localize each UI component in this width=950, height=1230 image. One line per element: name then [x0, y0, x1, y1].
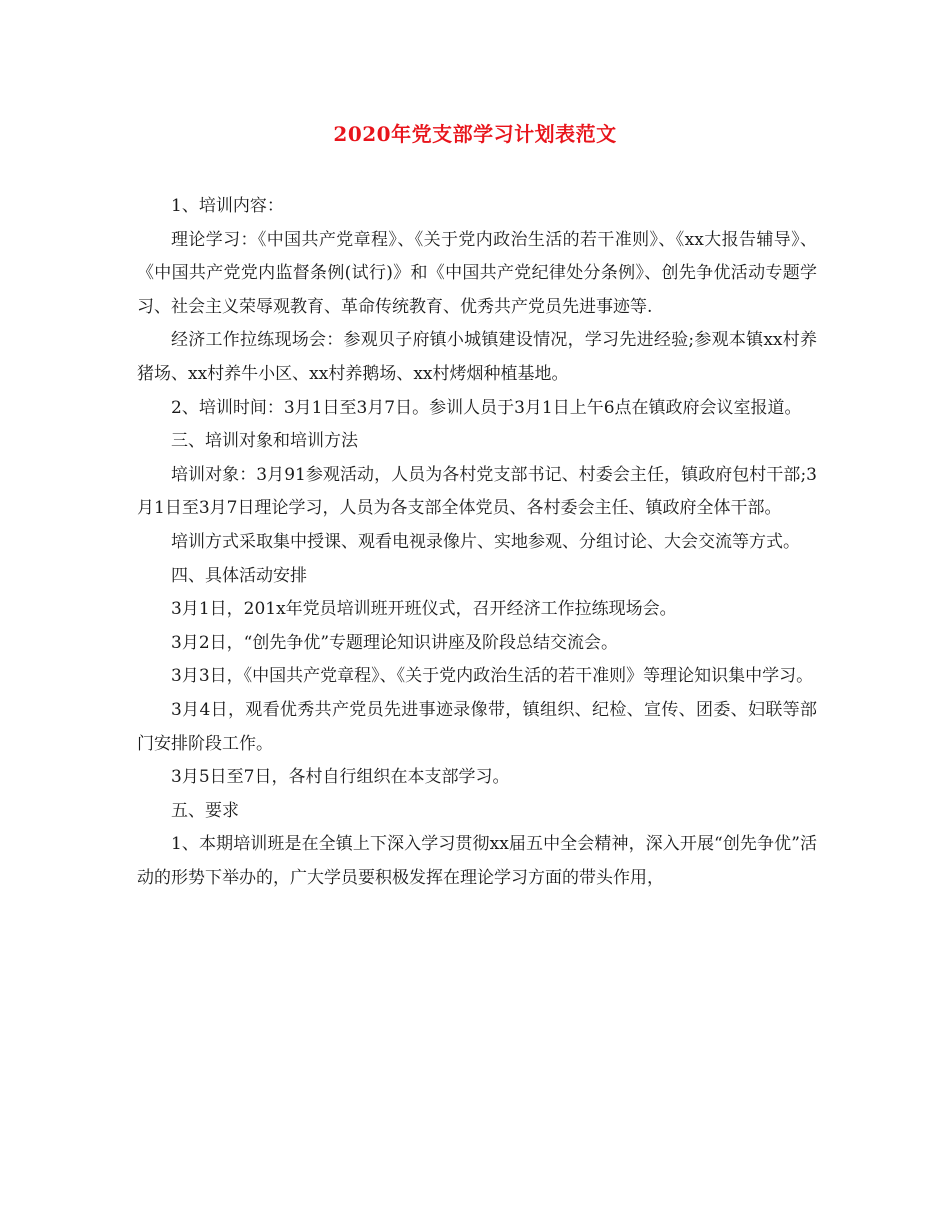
schedule-item-day3: 3月3日，《中国共产党章程》、《关于党内政治生活的若干准则》等理论知识集中学习。	[171, 666, 814, 687]
document-body	[137, 190, 817, 895]
paragraph-theory-study: 理论学习：《中国共产党章程》、《关于党内政治生活的若干准则》、《xx大报告辅导》、《中国共产党党内监督条例(试行)》和《中国共产党纪律处分条例》、创先争优活动专题学习、社会主义荣辱观教育、革命传统教育、优秀共产党员先进事迹等.	[137, 229, 817, 317]
paragraph-training-methods: 培训方式采取集中授课、观看电视录像片、实地参观、分组讨论、大会交流等方式。	[171, 531, 800, 552]
section-heading-content: 1、培训内容：	[171, 196, 284, 216]
schedule-item-day5-7: 3月5日至7日，各村自行组织在本支部学习。	[171, 767, 510, 788]
document-title: 2020年党支部学习计划表范文	[333, 122, 617, 146]
schedule-item-day2: 3月2日，“创先争优”专题理论知识讲座及阶段总结交流会。	[171, 632, 619, 653]
paragraph-training-targets: 培训对象：3月91参观活动，人员为各村党支部书记、村委会主任，镇政府包村干部;3月1日至3月7日理论学习，人员为各支部全体党员、各村委会主任、镇政府全体干部。	[137, 464, 817, 519]
paragraph-field-meeting: 经济工作拉练现场会：参观贝子府镇小城镇建设情况，学习先进经验;参观本镇xx村养猪场、xx村养牛小区、xx村养鹅场、xx村烤烟种植基地。	[137, 330, 817, 384]
section-heading-schedule: 四、具体活动安排	[171, 565, 307, 586]
paragraph-requirement-1: 1、本期培训班是在全镇上下深入学习贯彻xx届五中全会精神，深入开展“创先争优”活动的形势下举办的，广大学员要积极发挥在理论学习方面的带头作用，	[137, 834, 817, 888]
section-heading-requirements: 五、要求	[171, 800, 239, 821]
schedule-item-day4: 3月4日，观看优秀共产党员先进事迹录像带，镇组织、纪检、宣传、团委、妇联等部门安排阶段工作。	[137, 699, 817, 754]
section-heading-targets-methods: 三、培训对象和培训方法	[171, 431, 358, 452]
schedule-item-day1: 3月1日，201x年党员培训班开班仪式，召开经济工作拉练现场会。	[171, 599, 677, 620]
paragraph-training-time: 2、培训时间：3月1日至3月7日。参训人员于3月1日上午6点在镇政府会议室报道。	[171, 397, 802, 418]
